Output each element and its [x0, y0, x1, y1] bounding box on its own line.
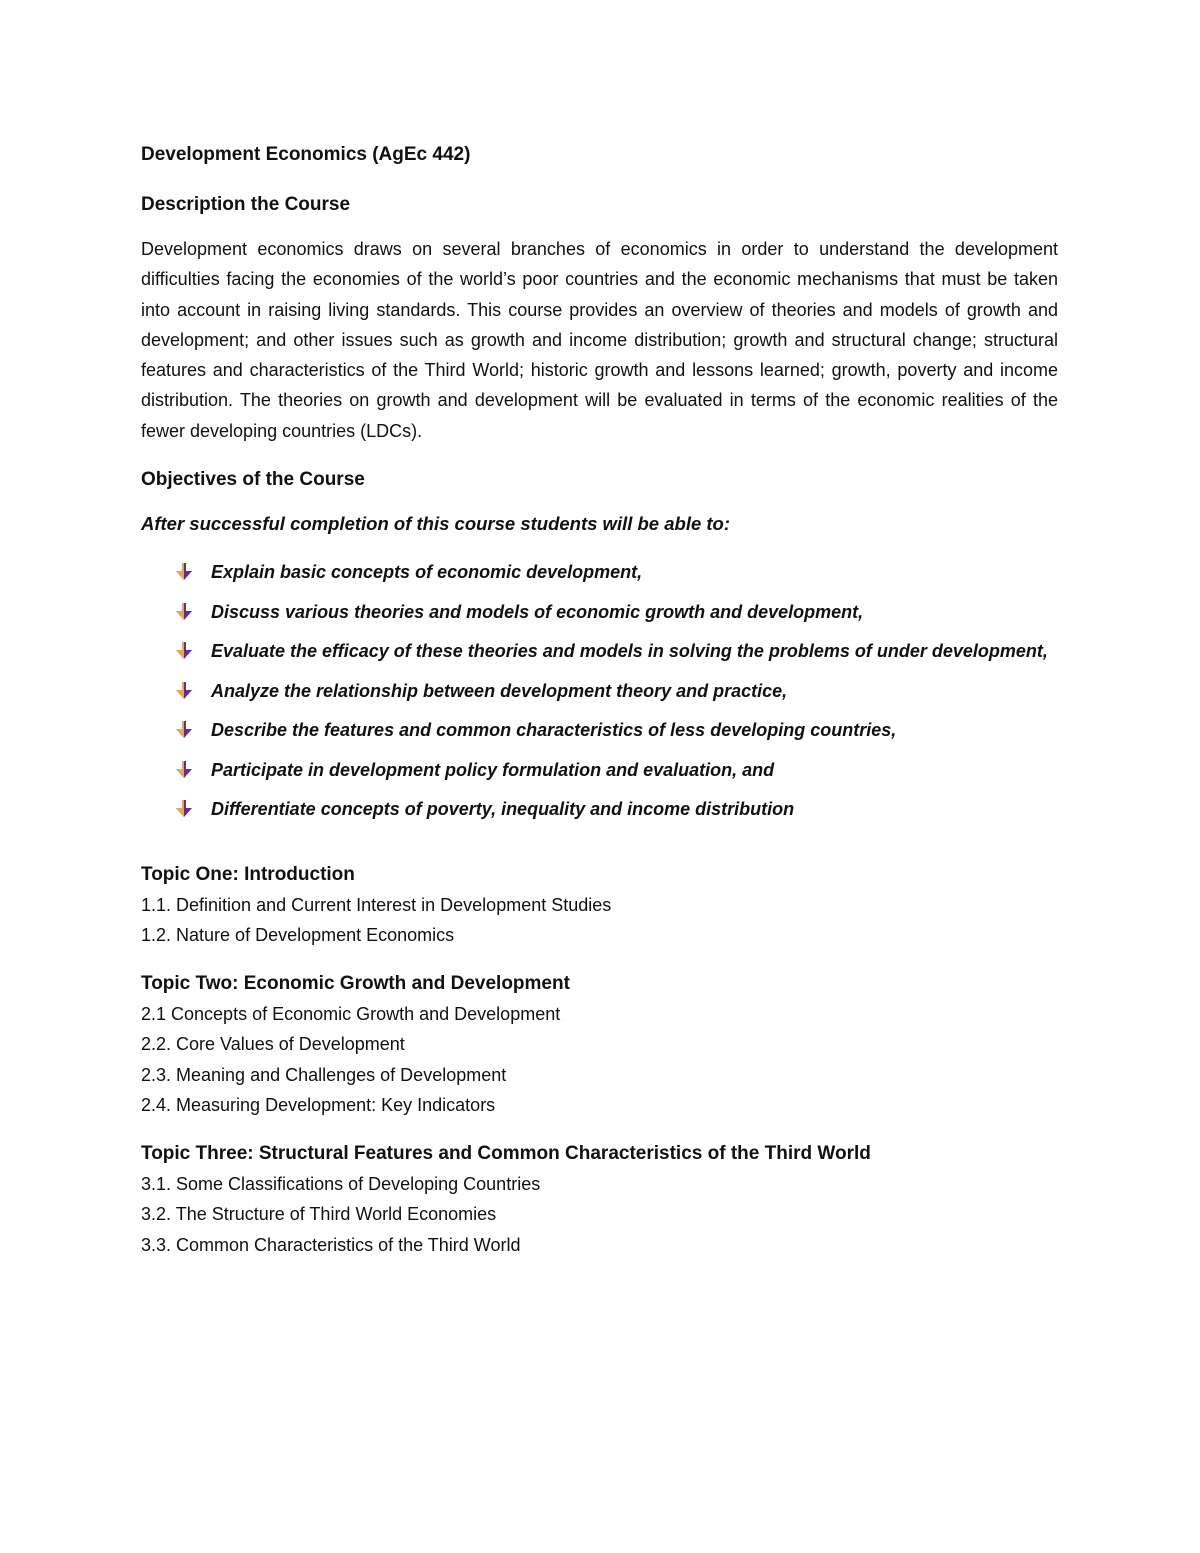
subtopic-item: 2.4. Measuring Development: Key Indicators	[141, 1095, 496, 1116]
objectives-intro: After successful completion of this course students will be able to:	[141, 513, 731, 535]
description-heading: Description the Course	[141, 194, 351, 215]
objective-text: Differentiate concepts of poverty, inequality and income distribution	[211, 799, 795, 820]
subtopic-item: 3.2. The Structure of Third World Economies	[141, 1204, 497, 1225]
topic-heading: Topic Three: Structural Features and Common Characteristics of the Third World	[141, 1142, 871, 1164]
objective-item	[141, 790, 1058, 830]
objective-item	[141, 553, 1058, 593]
subtopic-item: 3.1. Some Classifications of Developing Countries	[141, 1173, 541, 1194]
objective-text: Evaluate the efficacy of these theories and models in solving the problems of under development,	[211, 641, 1048, 662]
topic-one-block	[141, 860, 1058, 951]
objective-item	[141, 711, 1058, 751]
down-arrow-bullet-icon	[176, 603, 192, 621]
objective-item	[141, 672, 1058, 712]
objectives-heading: Objectives of the Course	[141, 469, 365, 491]
objective-text: Discuss various theories and models of economic growth and development,	[211, 601, 864, 622]
topic-heading: Topic One: Introduction	[141, 863, 355, 885]
down-arrow-bullet-icon	[176, 761, 192, 779]
objective-text: Explain basic concepts of economic development,	[211, 562, 643, 583]
objective-item	[141, 593, 1058, 633]
subtopic-item: 2.3. Meaning and Challenges of Development	[141, 1064, 507, 1085]
objectives-list	[141, 553, 1058, 830]
down-arrow-bullet-icon	[176, 642, 192, 660]
topic-three-block	[141, 1139, 1058, 1261]
subtopic-item: 2.2. Core Values of Development	[141, 1034, 405, 1055]
description-paragraph: Development economics draws on several branches of economics in order to understand the development difficulties facing the economies of the world’s poor countries and the economic mechanisms that must be taken into account in raising living standards. This course provides an overview of theories and models of growth and development; and other issues such as growth and income distribution; growth and structural change; structural features and characteristics of the Third World; historic growth and lessons learned; growth, poverty and income distribution. The theories on growth and development will be evaluated in terms of the economic realities of the fewer developing countries (LDCs).	[141, 239, 1058, 441]
objective-text: Participate in development policy formulation and evaluation, and	[211, 759, 775, 780]
objective-text: Analyze the relationship between development theory and practice,	[211, 680, 788, 701]
down-arrow-bullet-icon	[176, 800, 192, 818]
subtopic-item: 2.1 Concepts of Economic Growth and Development	[141, 1003, 561, 1024]
subtopic-item: 3.3. Common Characteristics of the Third World	[141, 1234, 521, 1255]
subtopic-item: 1.1. Definition and Current Interest in Development Studies	[141, 894, 612, 915]
document-title: Development Economics (AgEc 442)	[141, 144, 471, 165]
down-arrow-bullet-icon	[176, 682, 192, 700]
objective-item	[141, 632, 1058, 672]
objective-text: Describe the features and common characteristics of less developing countries,	[211, 720, 897, 741]
objective-item	[141, 751, 1058, 791]
subtopic-item: 1.2. Nature of Development Economics	[141, 925, 455, 946]
down-arrow-bullet-icon	[176, 721, 192, 739]
down-arrow-bullet-icon	[176, 563, 192, 581]
topic-heading: Topic Two: Economic Growth and Development	[141, 972, 570, 994]
topic-two-block	[141, 969, 1058, 1121]
document-content	[141, 140, 1058, 1278]
